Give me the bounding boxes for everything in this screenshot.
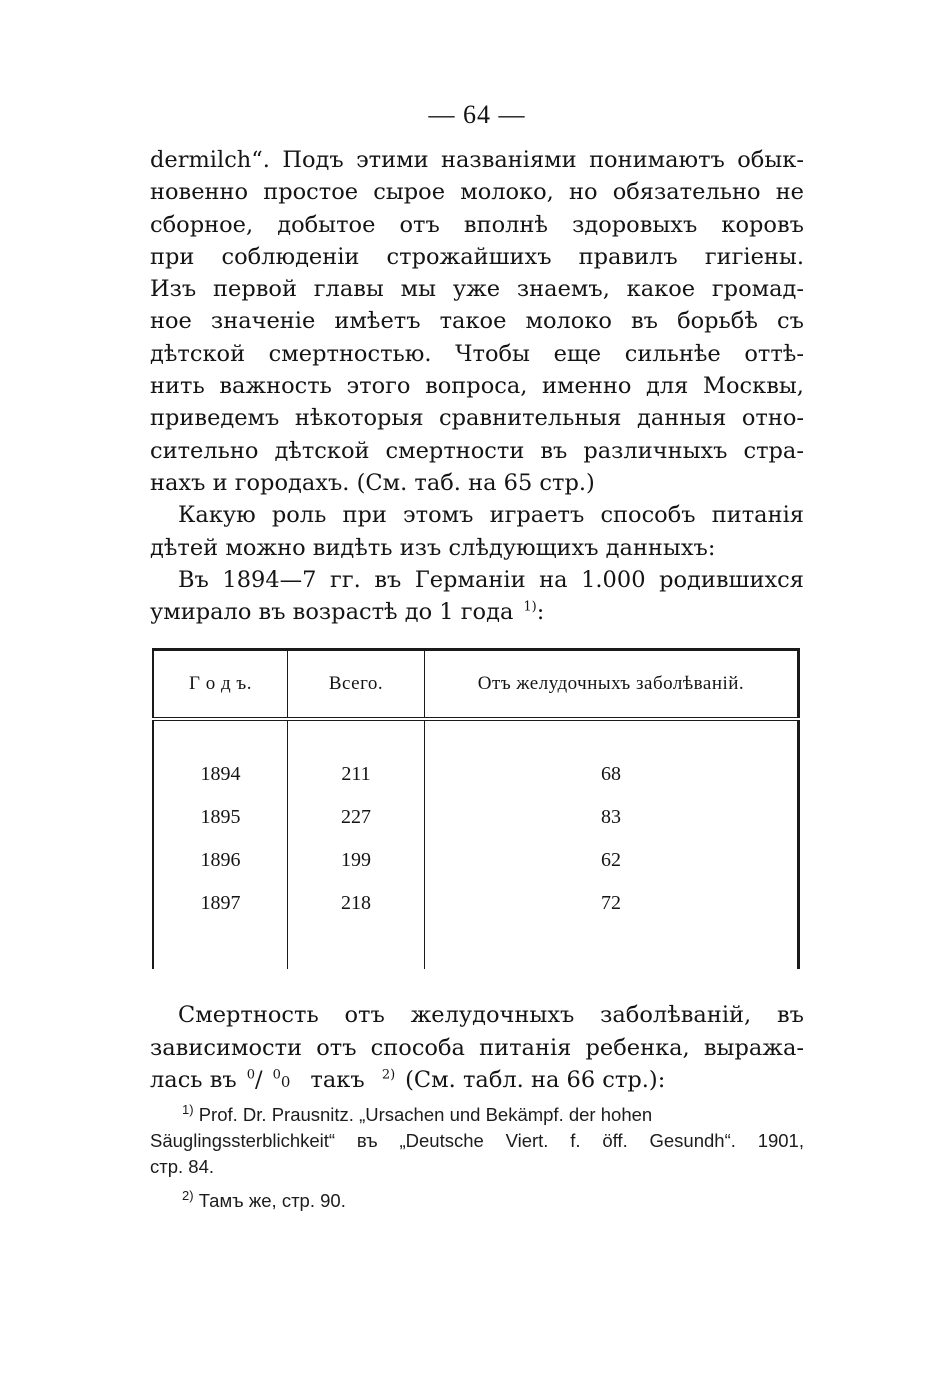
- footnote-1-line: Säuglingssterblichkeit“ въ „Deutsche Viert. f. öff. Gesundh“. 1901,: [150, 1130, 804, 1152]
- text-line: зависимости отъ способа питанія ребенка, выража-: [150, 1034, 804, 1061]
- text-line: Какую роль при этомъ играетъ способъ питанія: [178, 502, 804, 529]
- text-line: сительно дѣтской смертности въ различныхъ стра-: [150, 437, 804, 464]
- text-line: дѣтской смертностью. Чтобы еще сильнѣе оттѣ-: [150, 340, 804, 367]
- paragraph-3: [150, 564, 804, 629]
- text-line: приведемъ нѣкоторыя сравнительныя данныя отно-: [150, 405, 804, 432]
- cell-year: 1897: [153, 882, 288, 925]
- cell-total: 199: [288, 839, 425, 882]
- footnote-2-line: [150, 1188, 804, 1214]
- header-gastric: Отъ желудочныхъ заболѣваній.: [425, 650, 799, 720]
- percent-sign: $^0$/ $^0$0: [246, 1067, 291, 1094]
- text-line: ное значеніе имѣетъ такое молоко въ борьбѣ съ: [150, 308, 804, 335]
- text-fragment: (См. табл. на 66 стр.):: [405, 1067, 666, 1094]
- table-row: [153, 839, 799, 882]
- table-row: [153, 882, 799, 925]
- cell-year: 1896: [153, 839, 288, 882]
- cell-year: 1894: [153, 753, 288, 796]
- paragraph-4: [150, 999, 804, 1096]
- text-line: Въ 1894—7 гг. въ Германіи на 1.000 родившихся: [178, 566, 804, 593]
- page: [150, 100, 804, 1214]
- cell-gastric: 62: [601, 849, 621, 872]
- footnote-1-text: $^{1)}$ Prof. Dr. Prausnitz. „Ursachen und Bekämpf. der hohen: [182, 1102, 653, 1126]
- cell-gastric: 68: [601, 763, 621, 786]
- table-row: [153, 753, 799, 796]
- footnote-2-text: $^{2)}$ Тамъ же, стр. 90.: [182, 1188, 346, 1212]
- text-line: Смертность отъ желудочныхъ заболѣваній, въ: [178, 1002, 804, 1029]
- footnote-ref-1[interactable]: 1): [523, 599, 537, 615]
- table-spacer: [153, 925, 799, 969]
- text-line: новенно простое сырое молоко, но обязательно не: [150, 179, 804, 206]
- footnote-1-line: [150, 1102, 804, 1128]
- table-header-row: [153, 650, 799, 720]
- text-line: Изъ первой главы мы уже знаемъ, какое громад-: [150, 276, 804, 303]
- cell-gastric: 83: [601, 806, 621, 829]
- footnote-1-line: стр. 84.: [150, 1156, 215, 1178]
- text-fragment: лась въ: [150, 1067, 237, 1094]
- paragraph-2: [150, 499, 804, 564]
- header-total: Всего.: [288, 650, 425, 720]
- text-line: нить важность этого вопроса, именно для Москвы,: [150, 373, 804, 400]
- paragraph-1: [150, 144, 804, 499]
- cell-gastric: 72: [601, 892, 621, 915]
- text-line-last: нахъ и городахъ. (См. таб. на 65 стр.): [150, 469, 595, 496]
- text-fragment: такъ $^{2)}$: [310, 1067, 396, 1094]
- footnote-marker-2: 2): [182, 1188, 194, 1204]
- cell-total: 218: [288, 882, 425, 925]
- footnotes: [150, 1102, 804, 1214]
- cell-total: 211: [288, 753, 425, 796]
- text-line: при соблюденіи строжайшихъ правилъ гигіены.: [150, 243, 804, 270]
- text-line: dermilch“. Подъ этими названіями понимаютъ обык-: [150, 147, 804, 173]
- text-line: сборное, добытое отъ вполнѣ здоровыхъ коровъ: [150, 211, 804, 238]
- text-line-last: [150, 596, 804, 628]
- mortality-table: [152, 648, 800, 969]
- text-fragment: умирало въ возрастѣ до 1 года $^{1)}$:: [150, 599, 545, 626]
- text-line-last: дѣтей можно видѣть изъ слѣдующихъ данныхъ:: [150, 534, 716, 561]
- cell-total: 227: [288, 796, 425, 839]
- header-year: Г о д ъ.: [153, 650, 288, 720]
- table-spacer: [153, 719, 799, 753]
- cell-year: 1895: [153, 796, 288, 839]
- footnote-ref-2[interactable]: 2): [381, 1067, 396, 1083]
- text-line-last: [150, 1064, 804, 1096]
- footnote-marker-1: 1): [182, 1102, 194, 1118]
- page-number: — 64 —: [428, 100, 526, 129]
- table-row: [153, 796, 799, 839]
